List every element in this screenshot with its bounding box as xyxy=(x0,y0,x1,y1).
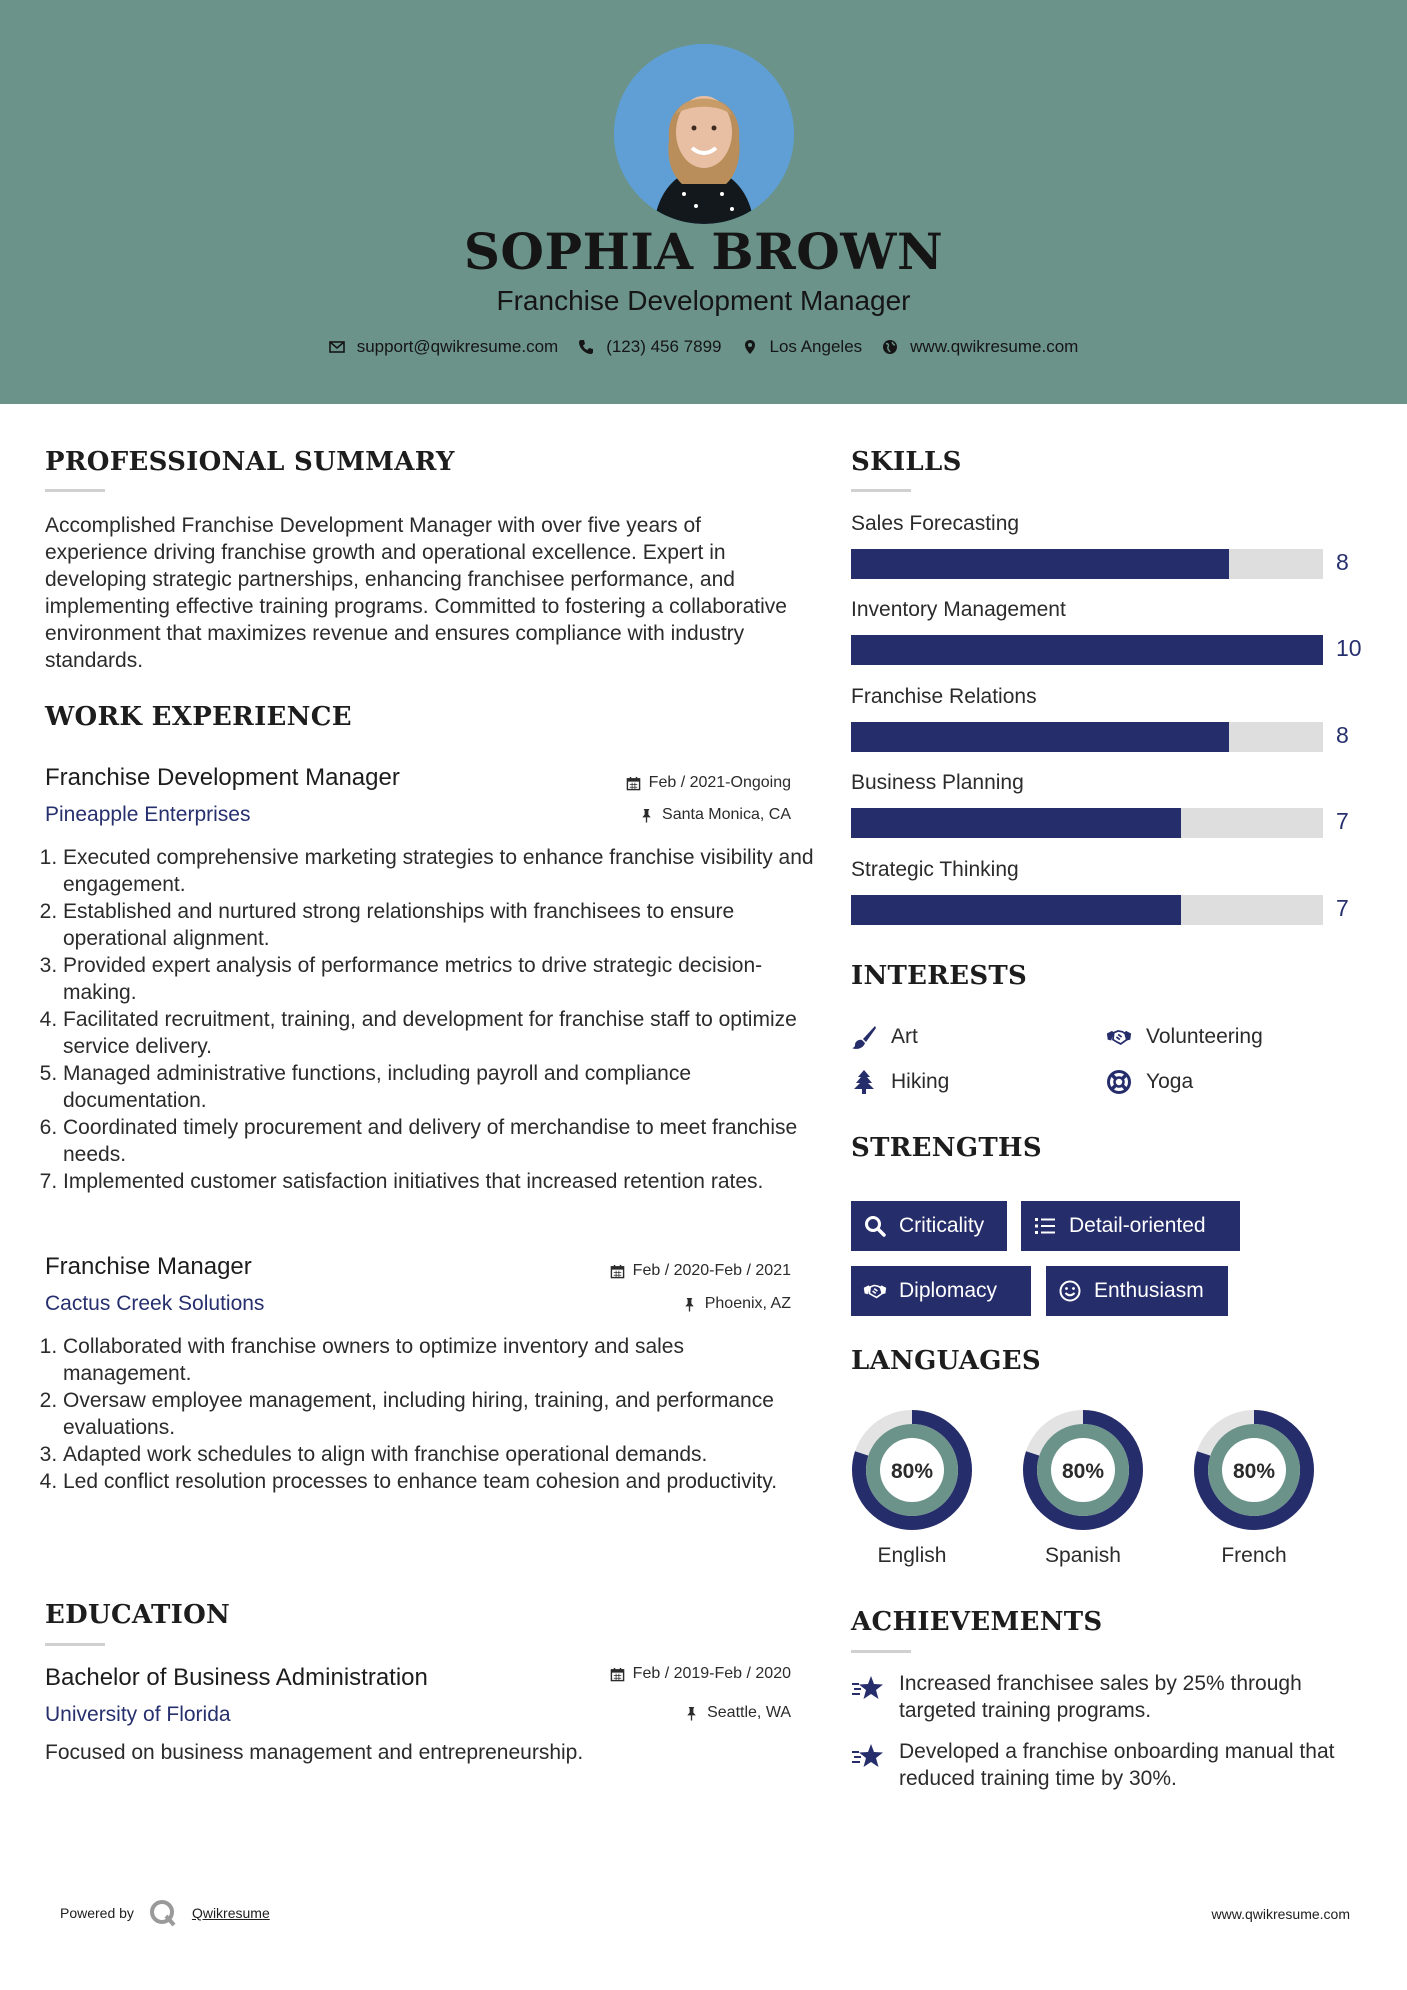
website-text[interactable]: www.qwikresume.com xyxy=(910,337,1079,356)
strengths-heading: STRENGTHS xyxy=(851,1133,1042,1163)
resume-header xyxy=(0,0,1407,404)
skill-bar-track xyxy=(851,895,1323,925)
strength-label: Diplomacy xyxy=(899,1279,998,1302)
education-location xyxy=(500,1704,791,1722)
skill-value: 7 xyxy=(1336,808,1349,834)
job-location xyxy=(500,806,791,824)
skill-value: 7 xyxy=(1336,895,1349,921)
achievement-item xyxy=(851,1738,1351,1792)
duty-item: 2. Oversaw employee management, including hiring, training, and performance evaluations. xyxy=(63,1387,818,1441)
education-dates xyxy=(500,1665,791,1683)
handshake-icon xyxy=(1106,1024,1132,1050)
summary-text: Accomplished Franchise Development Manager with over five years of experience driving franchise growth and operational excellence. Expert in developing strategic partnerships, enhancing franchisee performance, and implementing effective training programs. Committed to fostering a collaborative environment that maximizes revenue and ensures compliance with industry standards. xyxy=(45,514,787,672)
skill-bar-track xyxy=(851,808,1323,838)
email-text[interactable]: support@qwikresume.com xyxy=(356,337,559,356)
strength-criticality xyxy=(851,1201,1007,1251)
contact-website[interactable] xyxy=(882,337,1078,357)
strength-detail-oriented xyxy=(1021,1201,1240,1251)
interest-label: Hiking xyxy=(891,1070,950,1093)
qwikresume-logo-icon xyxy=(148,1898,178,1928)
skill-value: 8 xyxy=(1336,722,1349,748)
language-item xyxy=(1192,1408,1316,1568)
pushpin-icon xyxy=(684,1706,699,1721)
skill-label: Inventory Management xyxy=(851,598,1066,621)
phone-icon xyxy=(578,339,594,355)
education-location-text: Seattle, WA xyxy=(707,1704,791,1721)
achievements-rule xyxy=(851,1650,911,1653)
job-duties xyxy=(35,844,818,1195)
tree-icon xyxy=(851,1069,877,1095)
duty-item: 4. Facilitated recruitment, training, and development for franchise staff to optimize service delivery. xyxy=(63,1006,818,1060)
pushpin-icon xyxy=(682,1297,697,1312)
job-title: Franchise Manager xyxy=(45,1253,252,1280)
powered-by-text: Powered by xyxy=(60,1905,134,1921)
language-percent: 80% xyxy=(890,1460,934,1483)
education-heading: EDUCATION xyxy=(45,1600,231,1630)
skill-value: 8 xyxy=(1336,549,1349,575)
duty-item: 3. Adapted work schedules to align with franchise operational demands. xyxy=(63,1441,818,1468)
interest-art xyxy=(851,1024,918,1050)
achievement-item xyxy=(851,1670,1351,1724)
skill-label: Franchise Relations xyxy=(851,685,1037,708)
duty-item: 6. Coordinated timely procurement and delivery of merchandise to meet franchise needs. xyxy=(63,1114,818,1168)
contact-bar xyxy=(0,337,1407,357)
strength-label: Enthusiasm xyxy=(1094,1279,1204,1302)
phone-text[interactable]: (123) 456 7899 xyxy=(606,337,722,356)
duty-item: 2. Established and nurtured strong relationships with franchisees to ensure operational alignment. xyxy=(63,898,818,952)
job-dates-text: Feb / 2020-Feb / 2021 xyxy=(632,1262,791,1279)
interest-volunteering xyxy=(1106,1024,1263,1050)
language-item xyxy=(850,1408,974,1568)
paintbrush-icon xyxy=(851,1024,877,1050)
language-name: Spanish xyxy=(1045,1544,1121,1567)
footer-url[interactable]: www.qwikresume.com xyxy=(1211,1906,1350,1922)
languages-heading: LANGUAGES xyxy=(851,1346,1041,1376)
skill-value: 10 xyxy=(1336,635,1362,661)
envelope-icon xyxy=(329,339,345,355)
duty-item: 7. Implemented customer satisfaction initiatives that increased retention rates. xyxy=(63,1168,818,1195)
duty-item: 4. Led conflict resolution processes to enhance team cohesion and productivity. xyxy=(63,1468,818,1495)
achievement-text: Developed a franchise onboarding manual that reduced training time by 30%. xyxy=(899,1740,1335,1790)
duty-item: 5. Managed administrative functions, including payroll and compliance documentation. xyxy=(63,1060,818,1114)
lifering-icon xyxy=(1106,1069,1132,1095)
pushpin-icon xyxy=(639,808,654,823)
job-dates-text: Feb / 2021-Ongoing xyxy=(648,774,791,791)
strength-enthusiasm xyxy=(1046,1266,1228,1316)
globe-icon xyxy=(882,339,898,355)
skills-rule xyxy=(851,489,911,492)
language-progress-ring xyxy=(850,1408,974,1532)
job-dates xyxy=(500,774,791,792)
duty-item: 1. Collaborated with franchise owners to optimize inventory and sales management. xyxy=(63,1333,818,1387)
education-note: Focused on business management and entrepreneurship. xyxy=(45,1741,584,1764)
skill-label: Business Planning xyxy=(851,771,1024,794)
map-pin-icon xyxy=(742,339,758,355)
star-award-icon xyxy=(851,1672,885,1702)
duty-item: 3. Provided expert analysis of performance metrics to drive strategic decision-making. xyxy=(63,952,818,1006)
contact-location xyxy=(742,337,863,357)
skill-bar-fill xyxy=(851,895,1181,925)
skill-bar-fill xyxy=(851,635,1323,665)
smile-icon xyxy=(1058,1279,1082,1303)
duty-item: 1. Executed comprehensive marketing strategies to enhance franchise visibility and engagement. xyxy=(63,844,818,898)
skill-bar-fill xyxy=(851,722,1229,752)
job-title: Franchise Development Manager xyxy=(45,764,400,791)
experience-heading: WORK EXPERIENCE xyxy=(45,702,352,732)
interest-label: Volunteering xyxy=(1146,1025,1263,1048)
skill-label: Sales Forecasting xyxy=(851,512,1020,535)
interests-heading: INTERESTS xyxy=(851,961,1028,991)
strength-diplomacy xyxy=(851,1266,1031,1316)
achievement-text: Increased franchisee sales by 25% through targeted training programs. xyxy=(899,1672,1302,1722)
calendar-icon xyxy=(626,776,641,791)
skill-bar-track xyxy=(851,722,1323,752)
candidate-title: Franchise Development Manager xyxy=(496,285,911,316)
profile-photo xyxy=(614,44,794,224)
interest-label: Yoga xyxy=(1146,1070,1194,1093)
skill-bar-track xyxy=(851,635,1323,665)
star-award-icon xyxy=(851,1740,885,1770)
strength-label: Detail-oriented xyxy=(1069,1214,1206,1237)
job-duties xyxy=(35,1333,818,1495)
job-location xyxy=(500,1295,791,1313)
interest-hiking xyxy=(851,1069,949,1095)
handshake-icon xyxy=(863,1279,887,1303)
job-location-text: Santa Monica, CA xyxy=(662,806,791,823)
summary-heading: PROFESSIONAL SUMMARY xyxy=(45,447,455,477)
company-name: Cactus Creek Solutions xyxy=(45,1292,265,1315)
calendar-icon xyxy=(610,1667,625,1682)
contact-phone[interactable] xyxy=(578,337,721,357)
interest-yoga xyxy=(1106,1069,1193,1095)
strength-label: Criticality xyxy=(899,1214,985,1237)
language-progress-ring xyxy=(1192,1408,1316,1532)
location-text: Los Angeles xyxy=(769,337,863,356)
skill-bar-fill xyxy=(851,808,1181,838)
contact-email[interactable] xyxy=(329,337,559,357)
achievements-heading: ACHIEVEMENTS xyxy=(851,1607,1103,1637)
language-name: French xyxy=(1221,1544,1287,1567)
job-dates xyxy=(500,1262,791,1280)
degree-title: Bachelor of Business Administration xyxy=(45,1664,428,1691)
education-rule xyxy=(45,1643,105,1646)
footer-powered-by xyxy=(60,1898,270,1928)
skill-label: Strategic Thinking xyxy=(851,858,1019,881)
education-dates-text: Feb / 2019-Feb / 2020 xyxy=(632,1665,791,1682)
language-percent: 80% xyxy=(1061,1460,1105,1483)
candidate-name: SOPHIA BROWN xyxy=(463,222,944,281)
calendar-icon xyxy=(610,1264,625,1279)
company-name: Pineapple Enterprises xyxy=(45,803,251,826)
skills-heading: SKILLS xyxy=(851,447,962,477)
interest-label: Art xyxy=(891,1025,918,1048)
language-item xyxy=(1021,1408,1145,1568)
skill-bar-fill xyxy=(851,549,1229,579)
summary-rule xyxy=(45,489,105,492)
skill-bar-track xyxy=(851,549,1323,579)
school-name: University of Florida xyxy=(45,1703,231,1726)
list-icon xyxy=(1033,1214,1057,1238)
job-location-text: Phoenix, AZ xyxy=(704,1295,791,1312)
brand-link[interactable]: Qwikresume xyxy=(191,1905,270,1921)
language-progress-ring xyxy=(1021,1408,1145,1532)
language-percent: 80% xyxy=(1232,1460,1276,1483)
language-name: English xyxy=(877,1544,947,1567)
search-icon xyxy=(863,1214,887,1238)
